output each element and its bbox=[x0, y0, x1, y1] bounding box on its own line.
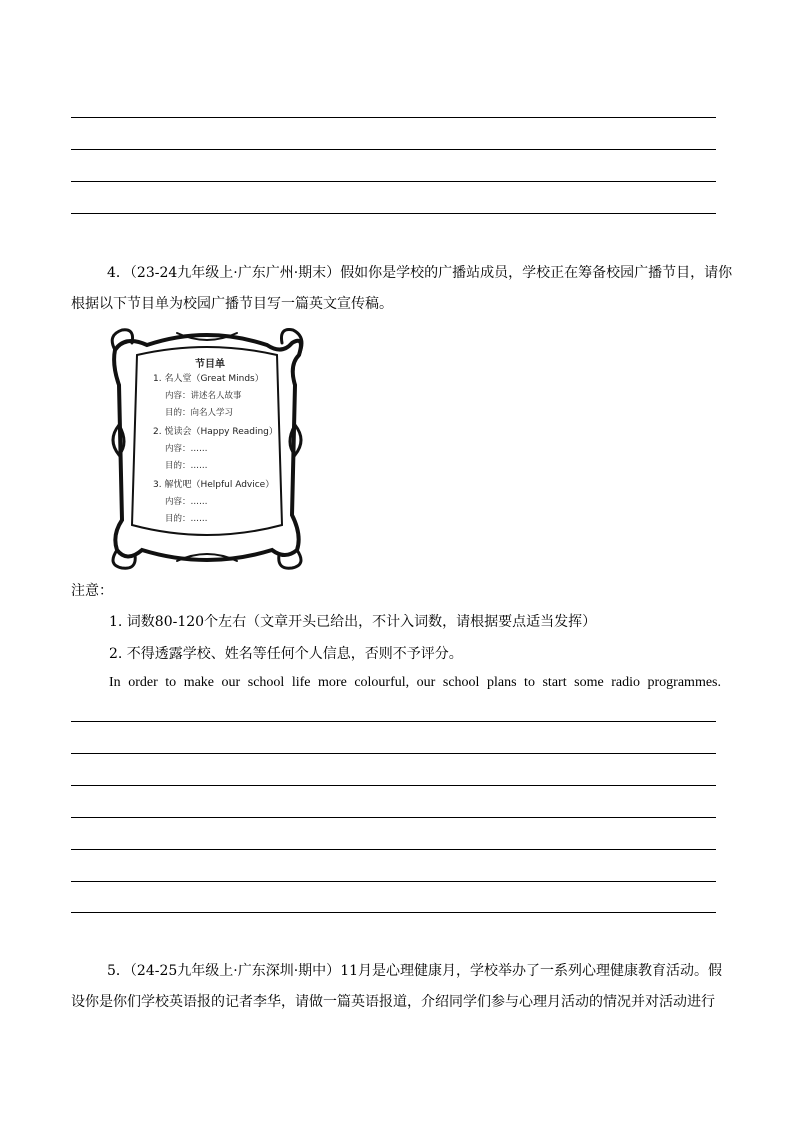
programme-item-3-purpose: 目的：…… bbox=[165, 514, 208, 524]
notes-item-2: 2. 不得透露学校、姓名等任何个人信息，否则不予评分。 bbox=[109, 646, 463, 662]
answer-line bbox=[71, 149, 716, 150]
answer-line bbox=[71, 181, 716, 182]
notes-heading: 注意： bbox=[71, 583, 113, 599]
essay-opening: In order to make our school life more colourful, our school plans to start some radio programmes. bbox=[109, 675, 721, 690]
q4-line2 bbox=[71, 293, 393, 313]
answer-line bbox=[71, 849, 716, 850]
answer-line bbox=[71, 753, 716, 754]
answer-line bbox=[71, 785, 716, 786]
q5-source: （24-25九年级上·广东深圳·期中） bbox=[129, 963, 341, 979]
programme-item-3: 3. 解忧吧（Helpful Advice） bbox=[153, 480, 275, 490]
q5-text-1: 11月是心理健康月，学校举办了一系列心理健康教育活动。假 bbox=[340, 963, 723, 979]
q5-line1 bbox=[107, 960, 722, 980]
programme-item-2-purpose: 目的：…… bbox=[165, 461, 208, 471]
answer-line bbox=[71, 817, 716, 818]
answer-line bbox=[71, 881, 716, 882]
programme-item-1-content: 内容：讲述名人故事 bbox=[165, 391, 242, 401]
q4-text-2: 根据以下节目单为校园广播节目写一篇英文宣传稿。 bbox=[71, 296, 393, 312]
programme-item-1: 1. 名人堂（Great Minds） bbox=[153, 374, 264, 384]
q4-text-1: 假如你是学校的广播站成员，学校正在筹备校园广播节目，请你 bbox=[340, 265, 733, 281]
answer-line bbox=[71, 721, 716, 722]
answer-line bbox=[71, 213, 716, 214]
answer-line bbox=[71, 117, 716, 118]
notes-item-1: 1. 词数80-120个左右（文章开头已给出，不计入词数，请根据要点适当发挥） bbox=[109, 614, 597, 630]
q5-line2 bbox=[71, 991, 715, 1011]
q4-line1 bbox=[107, 262, 732, 282]
q5-text-2: 设你是你们学校英语报的记者李华，请做一篇英语报道，介绍同学们参与心理月活动的情况并对活动进行 bbox=[71, 994, 715, 1010]
programme-item-2-content: 内容：…… bbox=[165, 444, 208, 454]
q5-number: 5． bbox=[107, 963, 130, 979]
q4-source: （23-24九年级上·广东广州·期末） bbox=[129, 265, 341, 281]
programme-title: 节目单 bbox=[195, 359, 225, 370]
programme-image bbox=[107, 325, 307, 570]
q4-number: 4． bbox=[107, 265, 130, 281]
programme-item-2: 2. 悦读会（Happy Reading） bbox=[153, 427, 278, 437]
answer-line bbox=[71, 912, 716, 913]
programme-item-3-content: 内容：…… bbox=[165, 497, 208, 507]
programme-item-1-purpose: 目的：向名人学习 bbox=[165, 408, 234, 418]
